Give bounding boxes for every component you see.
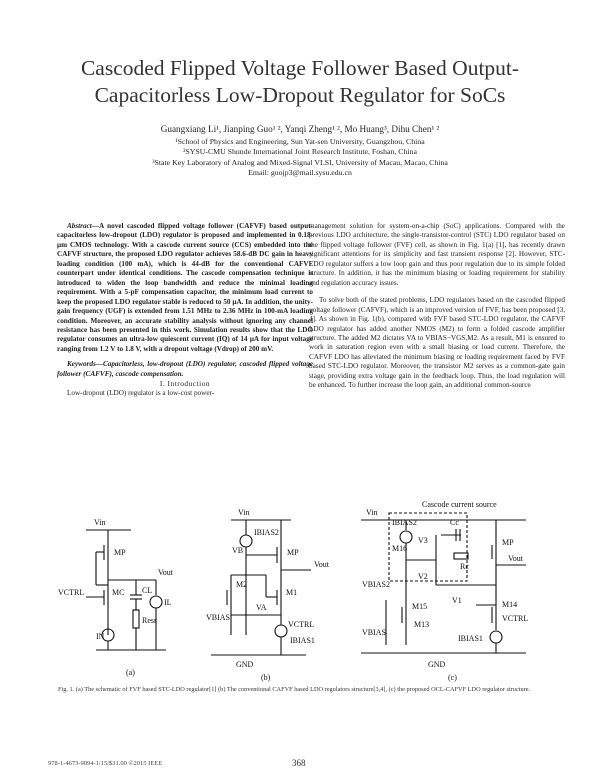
keywords [57, 360, 313, 379]
label-vctrl-c: VCTRL [502, 614, 529, 623]
label-il: IL [164, 598, 172, 607]
abstract-text: —A novel cascoded flipped voltage follower (CAFVF) based output-capacitorless low-dropout (LDO) regulator is proposed and implemented in 0.18-μm CMOS technology. With a cascode current source (CCS) embedded into the CAFVF structure, the proposed LDO regulator achieves 58.6-dB DC gain in heavy loading condition (100 mA), which is 44-dB for the conventional CAFVF counterpart under identical conditions. The cascode compensation technique is introduced to widen the loop bandwidth and reduce the minimal loading requirement. With a 5-pF compensation capacitor, the minimum load current to keep the proposed LDO regulator stable is reduced to 50 μA. In addition, the unity-gain frequency (UGF) is extended from 1.51 MHz to 2.36 MHz in 100-mA loading condition. Moreover, an accurate stability analysis without ignoring any channel resistance has been presented in this work. Simulation results show that the LDO regulator consumes an ultra-low quiescent current (IQ) of 14 μA for input voltage ranging from 1.2 V to 1.8 V, with a dropout voltage (Vdrop) of 200 mV. [57, 222, 313, 353]
label-resr: Resr [142, 616, 157, 625]
circuit-figure [56, 495, 546, 685]
title-line-1: Cascoded Flipped Voltage Follower Based Output- [80, 56, 520, 80]
label-va: VA [256, 603, 267, 612]
affiliation-1: ¹School of Physics and Engineering, Sun Yat-sen University, Guangzhou, China [175, 137, 425, 146]
label-vctrl-a: VCTRL [58, 588, 85, 597]
label-cc: Cc [450, 518, 459, 527]
label-fig-c: (c) [448, 673, 457, 682]
keywords-label: Keywords [67, 360, 96, 369]
page-number: 368 [292, 758, 306, 768]
label-vin-b: Vin [238, 508, 250, 517]
label-m15: M15 [412, 602, 428, 611]
footer-copyright: 978-1-4673-9094-1/15/$31.00 ©2015 IEEE [48, 760, 163, 767]
label-vout-b: Vout [314, 560, 329, 569]
title-line-2: Capacitorless Low-Dropout Regulator for SoCs [94, 83, 506, 107]
label-mp-c: MP [502, 538, 514, 547]
label-gnd-c: GND [428, 660, 446, 669]
label-v1: V1 [452, 596, 462, 605]
section-heading-introduction: I. Introduction [159, 379, 211, 389]
label-ibias1-c: IBIAS1 [458, 634, 483, 643]
label-vb: VB [232, 546, 244, 555]
label-m2: M2 [236, 580, 248, 589]
keywords-text: —Capacitorless, low-dropout (LDO) regulator, cascoded flipped voltage follower (CAFVF), cascode compensation. [57, 360, 313, 378]
author-list: Guangxiang Li¹, Jianping Guo¹ ², Yanqi Zheng¹ ², Mo Huang³, Dihu Chen¹ ² [160, 124, 440, 134]
label-vbias2: VBIAS2 [362, 580, 391, 589]
label-mc: MC [112, 588, 125, 597]
label-cl: CL [142, 586, 153, 595]
label-rc: Rc [460, 562, 469, 571]
affiliation-2: ²SYSU-CMU Shunde International Joint Research Institute, Foshan, China [183, 147, 417, 157]
paper-title [20, 55, 580, 109]
label-mp-b: MP [287, 548, 299, 557]
label-vout-c: Vout [508, 554, 523, 563]
label-m13: M13 [414, 620, 430, 629]
email: Email: guojp3@mail.sysu.edu.cn [248, 168, 352, 178]
label-vin-c: Vin [366, 508, 378, 517]
label-m1: M1 [286, 588, 298, 597]
affiliations [20, 137, 580, 179]
abstract-label: Abstract [67, 222, 92, 230]
left-column [57, 222, 313, 398]
label-fig-b: (b) [261, 673, 271, 682]
intro-paragraph-start: Low-dropout (LDO) regulator is a low-cost power- [67, 388, 215, 397]
label-ibias2-b: IBIAS2 [254, 528, 279, 537]
right-column [309, 222, 565, 391]
label-vin-a: Vin [94, 518, 106, 527]
right-paragraph-2: To solve both of the stated problems, LDO regulators based on the cascoded flipped voltage follower (CAFVF), which is an improved version of FVF, has been proposed [3, 4]. As shown in Fig. 1(b), compared with FVF based STC-LDO regulator, the CAFVF LDO regulator has added another NMOS (M2) to form a folded cascode amplifier structure. The added M2 dictates VA to VBIAS−VGS,M2. As a result, M1 is ensured to work in saturation region even with a small biasing or load current. Therefore, the CAFVF LDO has alleviated the minimum biasing or loading requirement faced by FVF based STC-LDO regulator. Moreover, the transistor M2 serves as a common-gate gain stage, providing extra voltage gain in the feedback loop. Thus, the load regulation will be enhanced. To further increase the loop gain, an additional common-source [309, 296, 565, 390]
label-m16: M16 [392, 544, 408, 553]
label-vbias: VBIAS [206, 613, 231, 622]
label-cascode: Cascode current source [422, 500, 497, 509]
figure-caption: Fig. 1. (a) The schematic of FVF based STC-LDO regulator[1] (b) The conventional CAFVF based LDO regulators structure[3,4], (c) the proposed OCL-CAFVF LDO regulator structure. [58, 686, 531, 693]
label-v2: V2 [418, 572, 428, 581]
label-vbias-c: VBIAS [362, 628, 387, 637]
label-fig-a: (a) [126, 668, 135, 677]
label-v3: V3 [418, 536, 428, 545]
label-mp-a: MP [114, 548, 126, 557]
label-vctrl-b: VCTRL [288, 620, 315, 629]
right-paragraph-1: management solution for system-on-a-chip (SoC) applications. Compared with the previous LDO architecture, the single-transistor-control (STC) LDO regulator based on the flipped voltage follower (FVF) cell, as shown in Fig. 1(a) [1], has recently drawn significant attentions for its simplicity and fast transient response [2]. However, STC-LDO regulator suffers a low loop gain and thus poor regulation due to its simple folded structure. In addition, it has the minimum biasing or loading requirement for stability and regulation accuracy issues. [309, 222, 565, 287]
label-ibias2-c: IBIAS2 [392, 518, 417, 527]
label-ibias1-b: IBIAS1 [290, 636, 315, 645]
label-vout-a: Vout [158, 568, 173, 577]
label-in: IN [96, 632, 105, 641]
abstract [57, 222, 313, 354]
label-m14: M14 [502, 600, 518, 609]
label-gnd-b: GND [236, 660, 254, 669]
affiliation-3: ³State Key Laboratory of Analog and Mixed-Signal VLSI, University of Macau, Macao, China [152, 157, 448, 167]
